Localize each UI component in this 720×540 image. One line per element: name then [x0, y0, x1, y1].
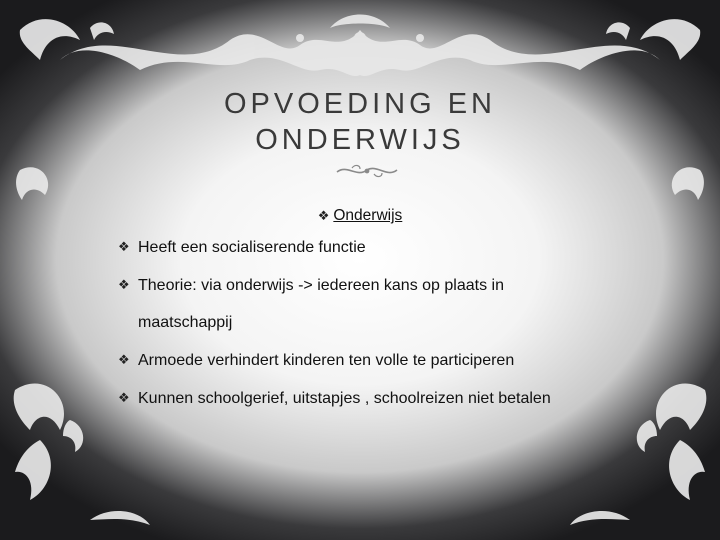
- diamond-bullet-icon: ❖: [118, 352, 130, 367]
- list-item: [118, 388, 638, 410]
- list-item: [118, 275, 638, 334]
- list-item-text: Kunnen schoolgerief, uitstapjes , schoolreizen niet betalen: [138, 390, 551, 407]
- list-item-text: Theorie: via onderwijs -> iedereen kans op plaats in: [138, 277, 504, 294]
- diamond-bullet-icon: ❖: [118, 390, 130, 405]
- subheading-label: Onderwijs: [333, 207, 403, 224]
- slide-title-line2: ONDERWIJS: [255, 124, 465, 156]
- diamond-bullet-icon: ❖: [118, 239, 130, 254]
- list-item-continuation: maatschappij: [138, 314, 233, 331]
- subheading: [0, 207, 720, 225]
- bullet-list: [118, 237, 638, 426]
- diamond-bullet-icon: ❖: [118, 277, 130, 292]
- list-item: [118, 350, 638, 372]
- list-item-text: Heeft een socialiserende functie: [138, 239, 366, 256]
- list-item-text: Armoede verhindert kinderen ten volle te participeren: [138, 352, 515, 369]
- diamond-bullet-icon: ❖: [317, 208, 330, 223]
- slide-title: [150, 86, 570, 158]
- title-flourish-icon: [332, 160, 402, 182]
- slide-title-line1: OPVOEDING EN: [224, 88, 496, 120]
- list-item: [118, 237, 638, 259]
